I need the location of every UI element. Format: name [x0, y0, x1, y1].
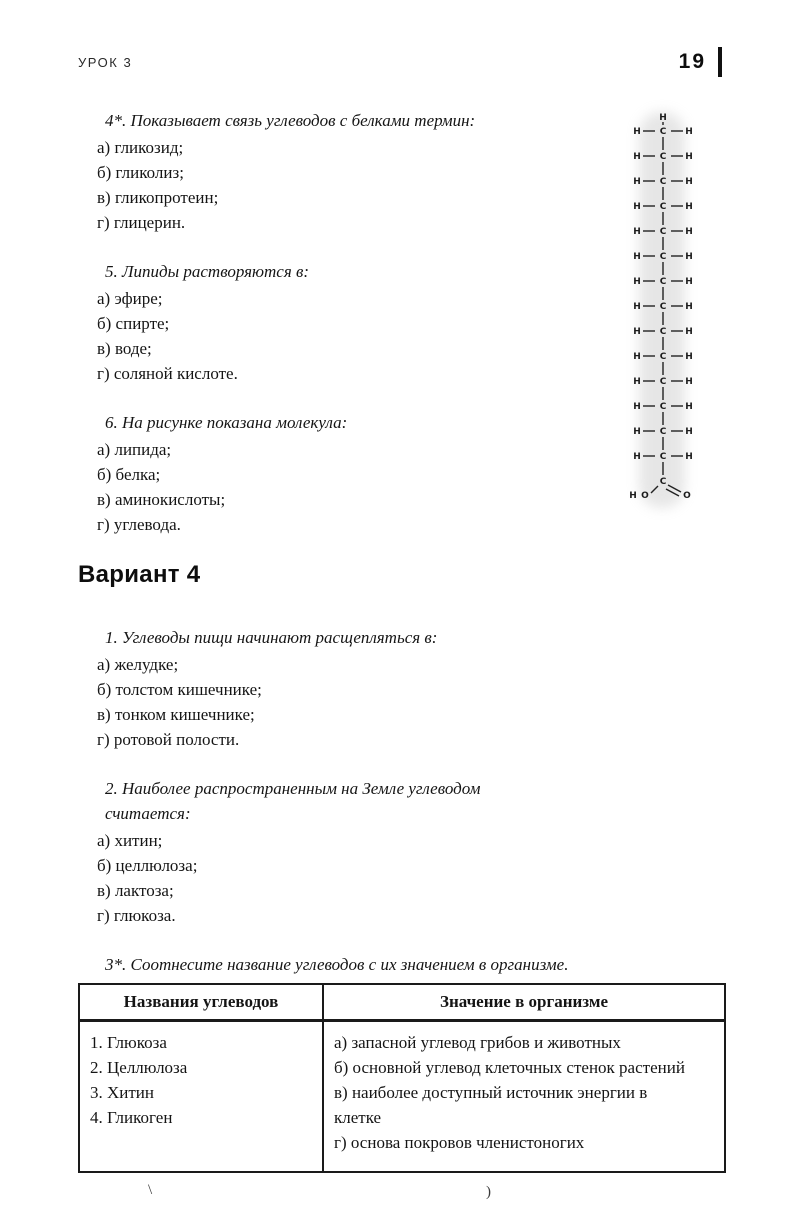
scan-artifact: \	[148, 1182, 153, 1198]
svg-text:C: C	[659, 377, 667, 387]
question-option: а) эфире;	[97, 289, 163, 308]
question-option: б) спирте;	[97, 314, 170, 333]
page-number-bar	[718, 47, 722, 77]
svg-text:H: H	[633, 302, 641, 312]
svg-text:H: H	[685, 227, 693, 237]
table-item: а) запасной углевод грибов и животных	[334, 1033, 621, 1052]
svg-text:H: H	[633, 352, 641, 362]
svg-text:C: C	[659, 227, 667, 237]
scan-artifact: )	[486, 1184, 491, 1200]
question-6	[97, 410, 567, 537]
page-number-block	[679, 47, 722, 77]
table-item: б) основной углевод клеточных стенок растений	[334, 1058, 685, 1077]
svg-text:H: H	[633, 402, 641, 412]
svg-text:H: H	[629, 491, 637, 501]
svg-text:H: H	[633, 152, 641, 162]
svg-text:H: H	[633, 277, 641, 287]
question-option: г) углевода.	[97, 515, 181, 534]
carbohydrates-match-table	[78, 983, 726, 1173]
question-option: в) гликопротеин;	[97, 188, 219, 207]
table-item: 2. Целлюлоза	[90, 1058, 188, 1077]
section-heading: Вариант 4	[78, 561, 201, 588]
svg-text:H: H	[633, 377, 641, 387]
question-prompt: 2. Наиболее распространенным на Земле углеводом считается:	[105, 779, 481, 823]
table-header-meaning: Значение в организме	[323, 984, 725, 1021]
question-option: б) гликолиз;	[97, 163, 184, 182]
question-option: а) хитин;	[97, 831, 163, 850]
svg-text:C: C	[659, 152, 667, 162]
svg-text:H: H	[685, 202, 693, 212]
table-body-row	[79, 1021, 725, 1173]
variant4-question-2	[97, 776, 567, 928]
table-item: 3. Хитин	[90, 1083, 154, 1102]
question-option: г) соляной кислоте.	[97, 364, 238, 383]
lesson-label: УРОК 3	[78, 54, 133, 70]
svg-text:H: H	[685, 377, 693, 387]
question-5	[97, 259, 567, 386]
svg-text:H: H	[685, 127, 693, 137]
svg-text:H: H	[685, 427, 693, 437]
question-prompt: 6. На рисунке показана молекула:	[105, 413, 348, 432]
svg-text:H: H	[633, 227, 641, 237]
question-option: в) воде;	[97, 339, 152, 358]
svg-text:C: C	[659, 402, 667, 412]
svg-text:H: H	[659, 113, 667, 123]
table-item: 4. Гликоген	[90, 1108, 173, 1127]
svg-text:O: O	[641, 491, 649, 501]
question-prompt: 5. Липиды растворяются в:	[105, 262, 310, 281]
svg-text:H: H	[685, 277, 693, 287]
svg-text:H: H	[633, 177, 641, 187]
svg-text:H: H	[685, 352, 693, 362]
svg-text:H: H	[633, 127, 641, 137]
question-prompt: 4*. Показывает связь углеводов с белками термин:	[105, 111, 476, 130]
question-option: б) толстом кишечнике;	[97, 680, 262, 699]
question-prompt: 1. Углеводы пищи начинают расщепляться в:	[105, 628, 438, 647]
svg-text:H: H	[685, 177, 693, 187]
question-option: г) ротовой полости.	[97, 730, 240, 749]
svg-text:C: C	[659, 302, 667, 312]
svg-text:H: H	[685, 302, 693, 312]
question-option: г) глицерин.	[97, 213, 186, 232]
table-cell-meanings	[323, 1021, 725, 1173]
svg-text:H: H	[633, 452, 641, 462]
variant4-question-3	[97, 952, 722, 977]
svg-text:C: C	[659, 427, 667, 437]
svg-text:O: O	[683, 491, 691, 501]
question-prompt: 3*. Соотнесите название углеводов с их значением в организме.	[105, 955, 569, 974]
question-option: г) глюкоза.	[97, 906, 176, 925]
table-header-names: Названия углеводов	[79, 984, 323, 1021]
question-option: б) белка;	[97, 465, 161, 484]
svg-text:H: H	[685, 152, 693, 162]
table-item: в) наиболее доступный источник энергии в клетке	[334, 1083, 648, 1127]
svg-text:C: C	[659, 277, 667, 287]
svg-text:C: C	[659, 327, 667, 337]
question-option: а) желудке;	[97, 655, 179, 674]
question-option: а) липида;	[97, 440, 172, 459]
question-option: в) лактоза;	[97, 881, 174, 900]
table-item: 1. Глюкоза	[90, 1033, 167, 1052]
question-option: б) целлюлоза;	[97, 856, 198, 875]
question-option: в) аминокислоты;	[97, 490, 226, 509]
svg-text:C: C	[659, 177, 667, 187]
svg-text:C: C	[659, 202, 667, 212]
svg-text:C: C	[659, 452, 667, 462]
svg-text:H: H	[685, 402, 693, 412]
page-header	[78, 46, 722, 78]
svg-text:H: H	[685, 452, 693, 462]
svg-text:H: H	[633, 202, 641, 212]
svg-text:H: H	[633, 427, 641, 437]
question-option: а) гликозид;	[97, 138, 184, 157]
table-header-row	[79, 984, 725, 1021]
svg-text:H: H	[633, 252, 641, 262]
table-cell-names	[79, 1021, 323, 1173]
svg-text:C: C	[659, 477, 667, 487]
svg-text:C: C	[659, 127, 667, 137]
svg-text:C: C	[659, 352, 667, 362]
svg-text:C: C	[659, 252, 667, 262]
question-4	[97, 108, 567, 235]
page-number: 19	[678, 50, 706, 73]
variant4-question-1	[97, 625, 567, 752]
question-option: в) тонком кишечнике;	[97, 705, 255, 724]
table-item: г) основа покровов членистоногих	[334, 1133, 585, 1152]
fatty-acid-molecule-figure	[627, 108, 699, 506]
svg-text:H: H	[685, 327, 693, 337]
svg-text:H: H	[685, 252, 693, 262]
svg-text:H: H	[633, 327, 641, 337]
page-content	[78, 108, 722, 1173]
